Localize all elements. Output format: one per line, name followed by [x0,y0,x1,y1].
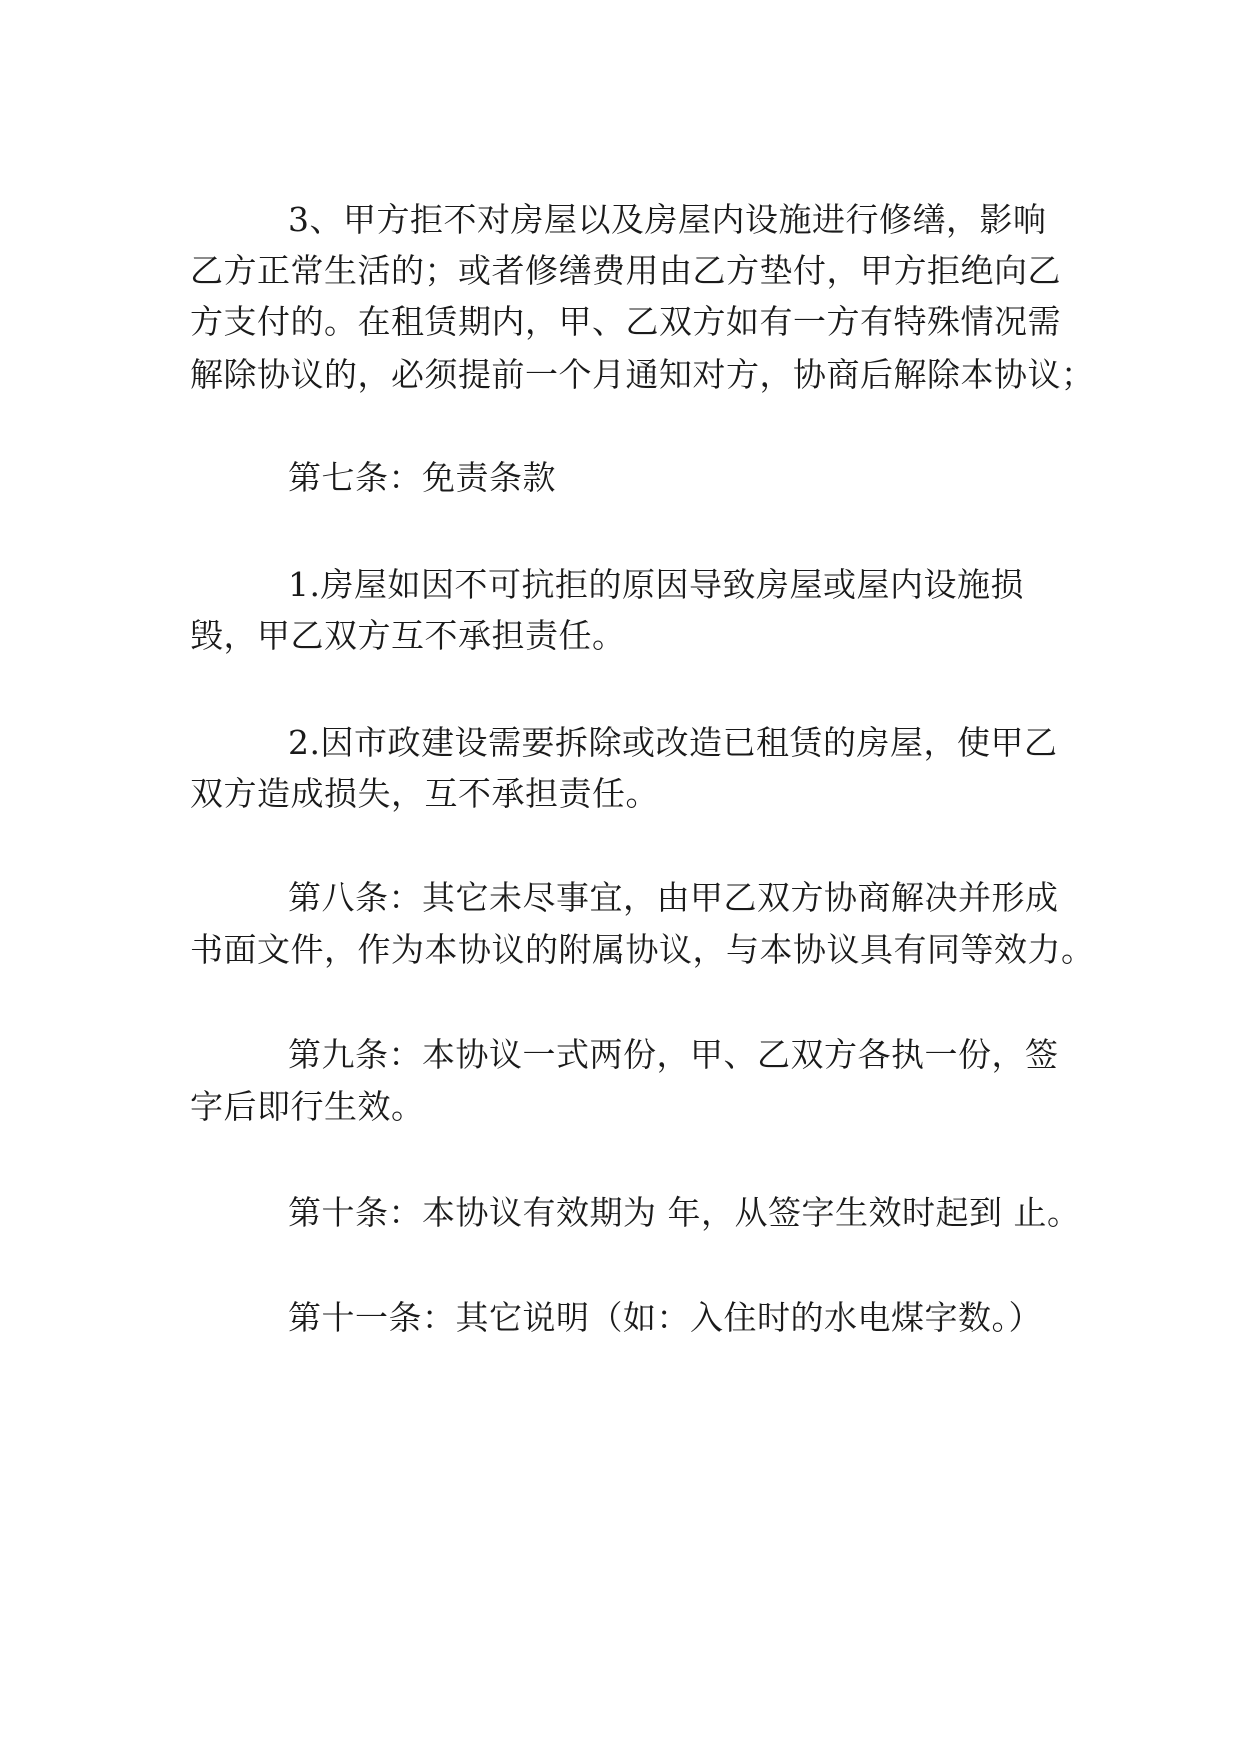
article8-line-1: 第八条：其它未尽事宜，由甲乙双方协商解决并形成 [288,878,1059,917]
clause3-line-4: 解除协议的，必须提前一个月通知对方，协商后解除本协议； [190,355,1095,394]
clause3-line-3: 方支付的。在租赁期内，甲、乙双方如有一方有特殊情况需 [190,302,1061,341]
clause3-line-2: 乙方正常生活的；或者修缮费用由乙方垫付，甲方拒绝向乙 [190,251,1061,290]
article9-line-2: 字后即行生效。 [190,1087,425,1126]
article9-line-1: 第九条：本协议一式两份，甲、乙双方各执一份，签 [288,1035,1059,1074]
article7-item2-line-1: 2.因市政建设需要拆除或改造已租赁的房屋，使甲乙 [288,723,1058,762]
article7-item2-line-2: 双方造成损失，互不承担责任。 [190,774,659,813]
article7-heading: 第七条：免责条款 [288,458,556,497]
article10: 第十条：本协议有效期为 年，从签字生效时起到 止。 [288,1193,1081,1232]
article11: 第十一条：其它说明（如：入住时的水电煤字数。） [288,1298,1042,1337]
article8-line-2: 书面文件，作为本协议的附属协议，与本协议具有同等效力。 [190,930,1095,969]
clause3-line-1: 3、甲方拒不对房屋以及房屋内设施进行修缮，影响 [288,200,1047,239]
article7-item1-line-2: 毁，甲乙双方互不承担责任。 [190,616,626,655]
article7-item1-line-1: 1.房屋如因不可抗拒的原因导致房屋或屋内设施损 [288,565,1024,604]
